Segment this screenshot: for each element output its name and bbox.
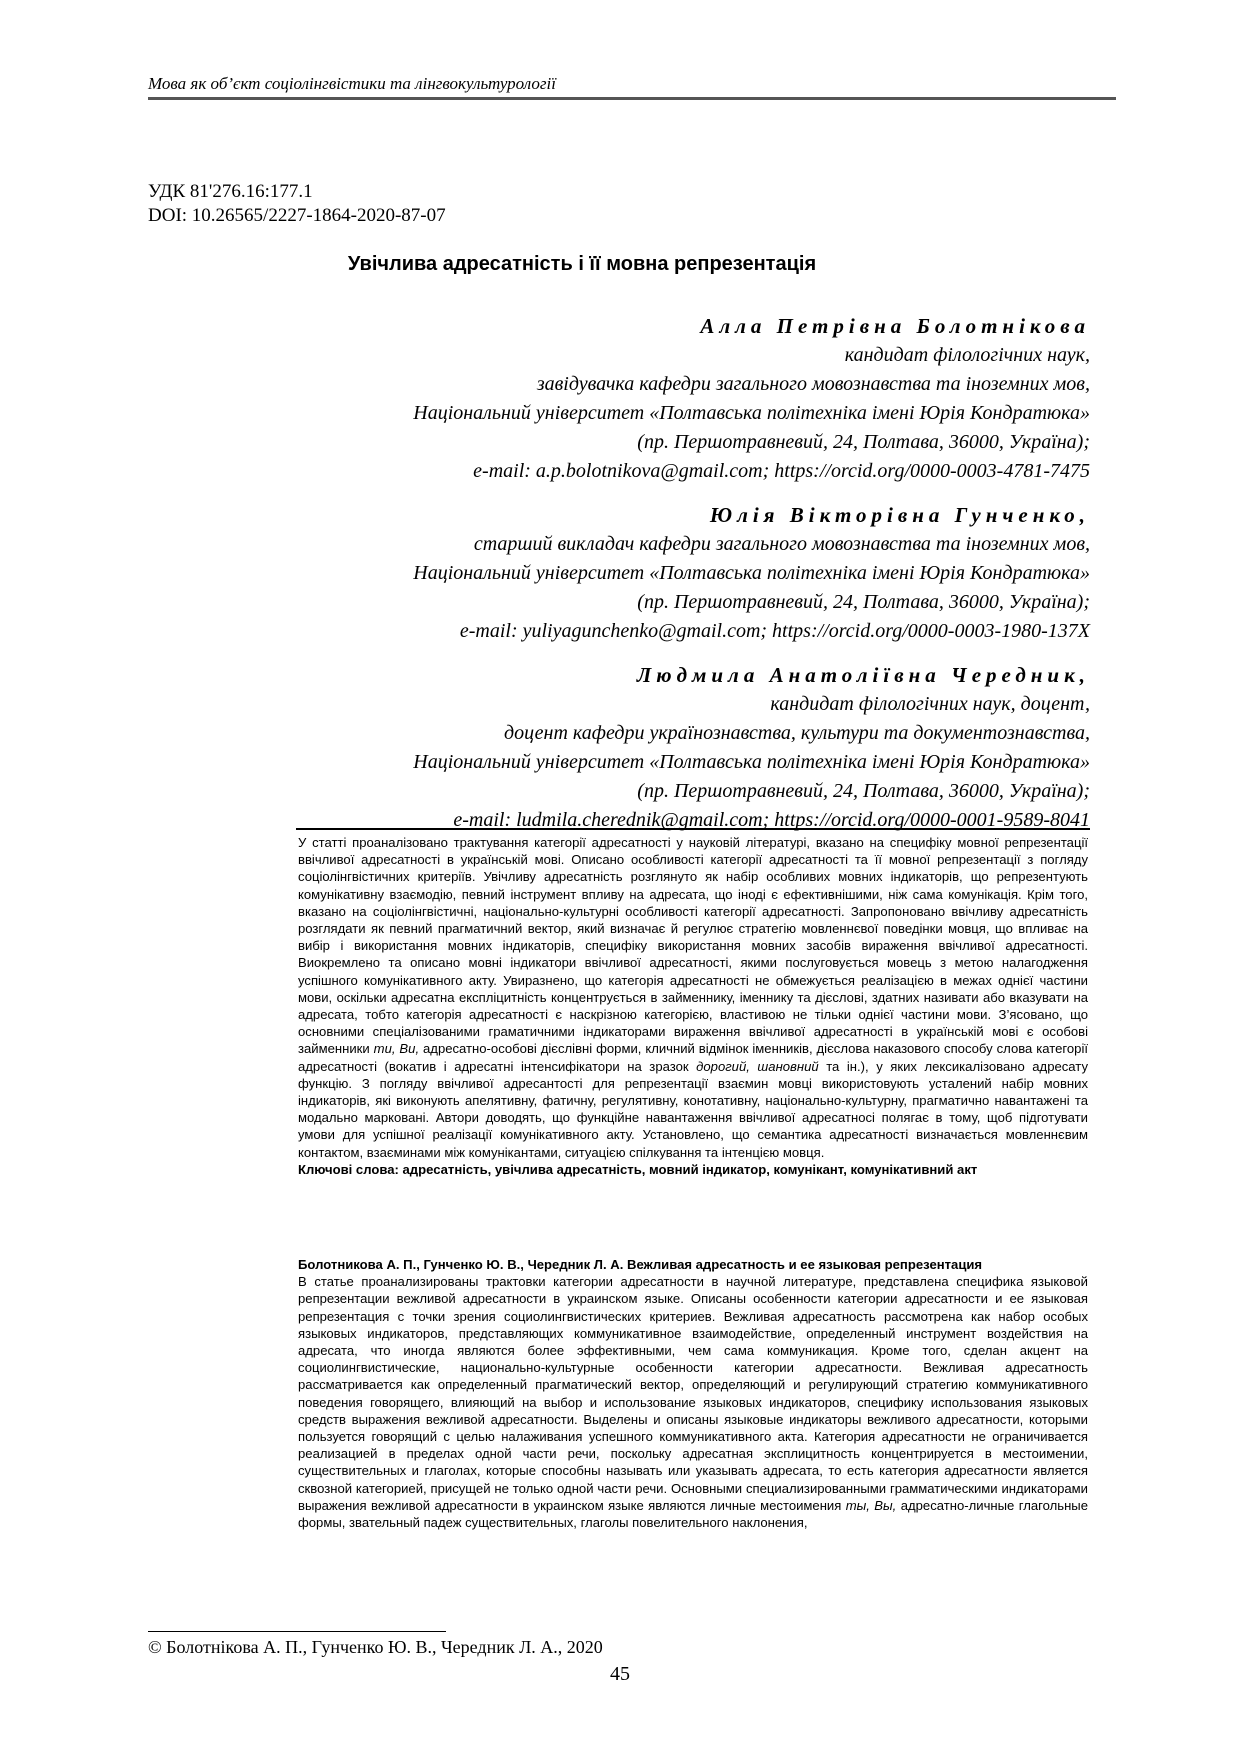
footnote-rule (148, 1631, 446, 1632)
author-contacts[interactable]: e-mail: yuliyagunchenko@gmail.com; https://orcid.org/0000-0003-1980-137X (459, 620, 1090, 642)
author-address: (пр. Першотравневий, 24, Полтава, 36000, Україна); (637, 431, 1090, 453)
abstract-ru-heading: Болотникова А. П., Гунченко Ю. В., Чередник Л. А. Вежливая адресатность и ее языковая репрезентация (298, 1257, 983, 1272)
author-position: доцент кафедри українознавства, культури та документознавства, (504, 722, 1090, 744)
author-name: Алла Петрівна Болотнікова (700, 314, 1090, 338)
udc-code: УДК 81'276.16:177.1 (148, 181, 313, 202)
author-name: Юлія Вікторівна Гунченко, (709, 503, 1090, 527)
abstract-ukrainian (298, 834, 1088, 1178)
abstract-text (298, 834, 1088, 1161)
author-degree: кандидат філологічних наук, (844, 344, 1090, 366)
author-affiliation: Національний університет «Полтавська політехніка імені Юрія Кондратюка» (413, 562, 1090, 584)
author-address: (пр. Першотравневий, 24, Полтава, 36000, Україна); (637, 780, 1090, 802)
author-list (148, 311, 1090, 849)
abstract-emphasis: дорогий, шановний (696, 1058, 819, 1074)
keywords: Ключові слова: адресатність, увічлива адресатність, мовний індикатор, комунікант, комунікативний акт (298, 1161, 978, 1177)
author-affiliation: Національний університет «Полтавська політехніка імені Юрія Кондратюка» (413, 751, 1090, 773)
abstract-rule (296, 828, 1090, 830)
author-position: завідувачка кафедри загального мовознавства та іноземних мов, (536, 373, 1090, 395)
page-number: 45 (610, 1663, 630, 1685)
header-rule (148, 97, 1116, 100)
author-address: (пр. Першотравневий, 24, Полтава, 36000, Україна); (637, 591, 1090, 613)
running-head: Мова як об’єкт соціолінгвістики та лінгвокультурології (148, 74, 556, 93)
author-degree: кандидат філологічних наук, доцент, (770, 693, 1090, 715)
abstract-text-part: В статье проанализированы трактовки категории адресатности в научной литературе, представлена специфика языковой репрезентации вежливой адресатности в украинском языке. Описаны особенности категории адресатности и ее языковая репрезентация с точки зрения социолингвистических критериев. Вежливая адресатность рассмотрена как набор особых языковых индикаторов, представляющих коммуникативное взаимодействие, определенный инструмент воздействия на адресата, что иногда являются более эффективными, чем сама коммуникация. Кроме того, сделан акцент на социолингвистические, национально-культурные особенности категории адресатности. Вежливая адресатность рассматривается как определенный прагматический вектор, определяющий и регулирующий стратегию коммуникативного поведения говорящего, влияющий на выбор и использование языковых индикаторов, специфику использования языковых средств выражения вежливой адресатности. Выделены и описаны языковые индикаторы вежливого адресатности, которыми пользуется говорящий с целью налаживания успешного коммуникативного акта. Категория адресатности не ограничивается реализацией в пределах одной части речи, поскольку адресатная эксплицитность концентрируется в местоимении, существительных и глаголах, которые способны называть или указывать адресата, то есть категория адресатности является сквозной категорией, присущей не только одной части речи. Основными специализированными грамматическими индикаторами выражения вежливой адресатности в украинском языке являются личные местоимения (298, 1274, 1088, 1513)
abstract-emphasis: ти, Ви, (373, 1041, 420, 1057)
author-contacts[interactable]: e-mail: a.p.bolotnikova@gmail.com; https://orcid.org/0000-0003-4781-7475 (473, 460, 1090, 482)
author-affiliation: Національний університет «Полтавська політехніка імені Юрія Кондратюка» (413, 402, 1090, 424)
author-block (148, 311, 1090, 486)
article-title: Увічлива адресатність і її мовна репрезентація (347, 253, 817, 275)
author-block (148, 500, 1090, 646)
author-position: старший викладач кафедри загального мовознавства та іноземних мов, (473, 533, 1090, 555)
abstract-text-part: адресатно-личные глагольные формы, звательный падеж существительных, глаголы повелительного наклонения, (298, 1497, 1088, 1531)
author-block (148, 660, 1090, 835)
abstract-emphasis: ты, Вы, (845, 1497, 897, 1513)
doi[interactable]: DOI: 10.26565/2227-1864-2020-87-07 (148, 205, 446, 226)
abstract-text-part: У статті проаналізовано трактування категорії адресатності у науковій літературі, вказано на специфіку мовної репрезентації ввічливої адресатності в українській мові. Описано особливості категорії адресатності та її мовної репрезентації з погляду соціолінгвістичних критеріїв. Увічливу адресатність розглянуто як набір особливих мовних індикаторів, що репрезентують комунікативну взаємодію, певний інструмент впливу на адресата, що іноді є ефективнішими, ніж сама комунікація. Крім того, вказано на соціолінгвістичні, національно-культурні особливості категорії адресатності. Запропоновано ввічливу адресатність розглядати як певний прагматичний вектор, який визначає й регулює стратегію мовленнєвої поведінки мовця, що впливає на вибір і використання мовних індикаторів, специфіку використання мовних засобів вираження ввічливої адресатності. Виокремлено та описано мовні індикатори ввічливої адресатності, якими послуговується мовець з метою налагодження успішного комунікативного акту. Увиразнено, що категорія адресатності не обмежується реалізацією в межах однієї частини мови, оскільки адресатна експліцитність концентрується в займеннику, іменнику та дієслові, здатних називати або вказувати на адресата, тобто категорія адресатності є наскрізною категорією, властивою не тільки однієї частини мови. З’ясовано, що основними спеціалізованими граматичними індикаторами вираження ввічливої адресатності в українській мові є особові займенники (298, 835, 1088, 1057)
article-meta (148, 180, 446, 228)
author-contacts[interactable]: e-mail: ludmila.cherednik@gmail.com; https://orcid.org/0000-0001-9589-8041 (453, 809, 1090, 831)
copyright-notice: © Болотнікова А. П., Гунченко Ю. В., Чередник Л. А., 2020 (148, 1637, 603, 1657)
abstract-text (298, 1273, 1088, 1531)
author-name: Людмила Анатоліївна Чередник, (636, 663, 1090, 687)
abstract-russian (298, 1256, 1088, 1531)
abstract-text-part: адресатно-особові дієслівні форми, кличний відмінок іменників, дієслова наказового способу слова категорії адресатності (вокатив і адресатні інтенсифікатори на зразок (298, 1041, 1089, 1074)
abstract-text-part: та ін.), у яких лексикалізовано адресату функцію. З погляду ввічливої адресантості для репрезентації взаємин мовці використовують усталений набір мовних індикаторів, які виконують апелятивну, фатичну, регулятивну, конотативну, національно-культурну, прагматично навантажені та модально марковані. Автори доводять, що функційне навантаження ввічливої адресатносі полягає в тому, щоб підготувати умови для успішної реалізації комунікативного акту. Установлено, що семантика адресатності визначається мовленнєвим контактом, взаєминами між комунікантами, ситуацією спілкування та інтенцією мовця. (298, 1058, 1088, 1160)
